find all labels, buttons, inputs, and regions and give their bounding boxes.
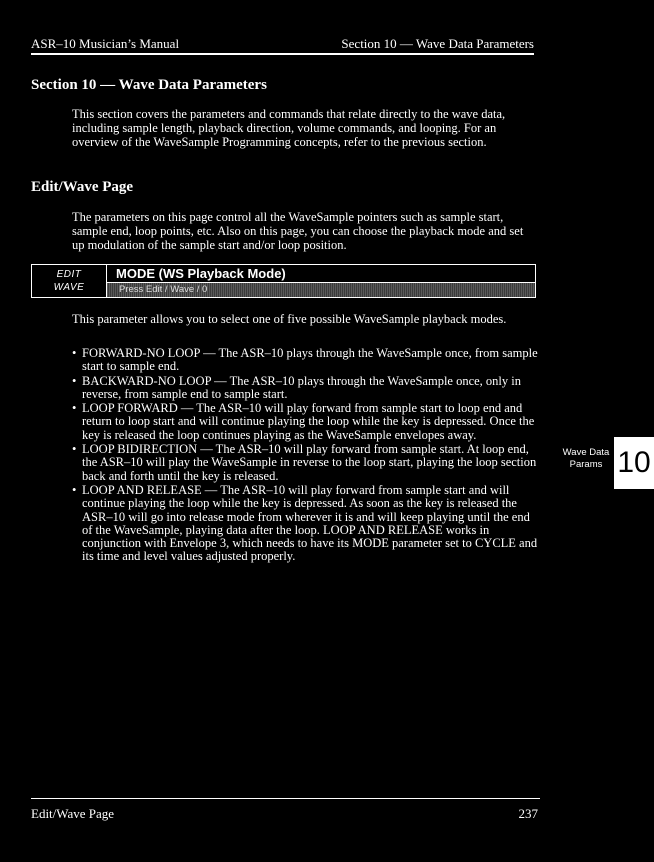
footer-divider <box>31 798 540 799</box>
bullet-icon: • <box>72 346 77 360</box>
bullet-icon: • <box>72 401 77 416</box>
parameter-access-path: Press Edit / Wave / 0 <box>107 283 535 297</box>
playback-mode-list <box>72 347 538 565</box>
page-footer <box>31 806 538 822</box>
page-location <box>32 265 107 297</box>
page-number: 237 <box>518 806 538 821</box>
section-tab-label-line2: Params <box>569 459 603 470</box>
list-item <box>72 443 538 483</box>
list-item <box>72 375 538 402</box>
bullet-icon: • <box>72 373 77 388</box>
parameter-box <box>31 264 536 298</box>
list-item-text: LOOP BIDIRECTION — The ASR–10 will play forward from sample start. At loop end, the ASR–10 will play the WaveSample in reverse to the loop start, playing the loop section back and forth until the key is released. <box>82 442 537 483</box>
bullet-icon: • <box>72 482 77 497</box>
page-location-wave: WAVE <box>53 282 85 293</box>
list-item-text: LOOP FORWARD — The ASR–10 will play forward from sample start to loop end and return to loop start and will continue playing the loop while the key is depressed. Once the key is released the loop continues playing as the WaveSample envelopes away. <box>82 401 535 442</box>
edit-wave-heading: Edit/Wave Page <box>31 179 134 195</box>
section-title: Section 10 — Wave Data Parameters <box>31 77 267 93</box>
list-item <box>72 484 538 564</box>
edit-wave-paragraph: The parameters on this page control all the WaveSample pointers such as sample start, sample end, loop points, etc. Also on this page, you can choose the playback mode and set up modulation of the sample start and/or loop position. <box>72 210 524 252</box>
section-tab-label-line1: Wave Data <box>562 447 610 458</box>
list-item <box>72 347 538 374</box>
intro-paragraph: This section covers the parameters and commands that relate directly to the wave data, including sample length, playback direction, volume commands, and looping. For an overview of the WaveSample Programming concepts, refer to the previous section. <box>72 107 506 149</box>
parameter-details <box>107 265 535 297</box>
list-item-text: FORWARD-NO LOOP — The ASR–10 plays through the WaveSample once, from sample start to sample end. <box>82 346 538 374</box>
mode-paragraph: This parameter allows you to select one of five possible WaveSample playback modes. <box>72 312 507 326</box>
parameter-name: MODE (WS Playback Mode) <box>107 265 535 283</box>
section-tab-label <box>561 447 611 471</box>
running-header <box>31 36 534 55</box>
section-tab-number: 10 <box>614 437 654 489</box>
list-item-text: BACKWARD-NO LOOP — The ASR–10 plays through the WaveSample once, only in reverse, from sample end to sample start. <box>82 373 522 401</box>
list-item-text: LOOP AND RELEASE — The ASR–10 will play forward from sample start and will continue playing the loop while the key is depressed. As soon as the key is released the ASR–10 will go into release mode from wherever it is and will keep playing until the end of the WaveSample, playing data after the loop. LOOP AND RELEASE works in conjunction with Envelope 3, which needs to have its MODE parameter set to CYCLE and its time and level values adjusted properly. <box>82 482 538 564</box>
list-item <box>72 402 538 442</box>
header-section-title: Section 10 — Wave Data Parameters <box>341 36 534 51</box>
footer-page-title: Edit/Wave Page <box>31 806 115 821</box>
page-location-edit: EDIT <box>56 269 82 280</box>
bullet-icon: • <box>72 442 77 457</box>
header-manual-title: ASR–10 Musician’s Manual <box>31 36 180 51</box>
